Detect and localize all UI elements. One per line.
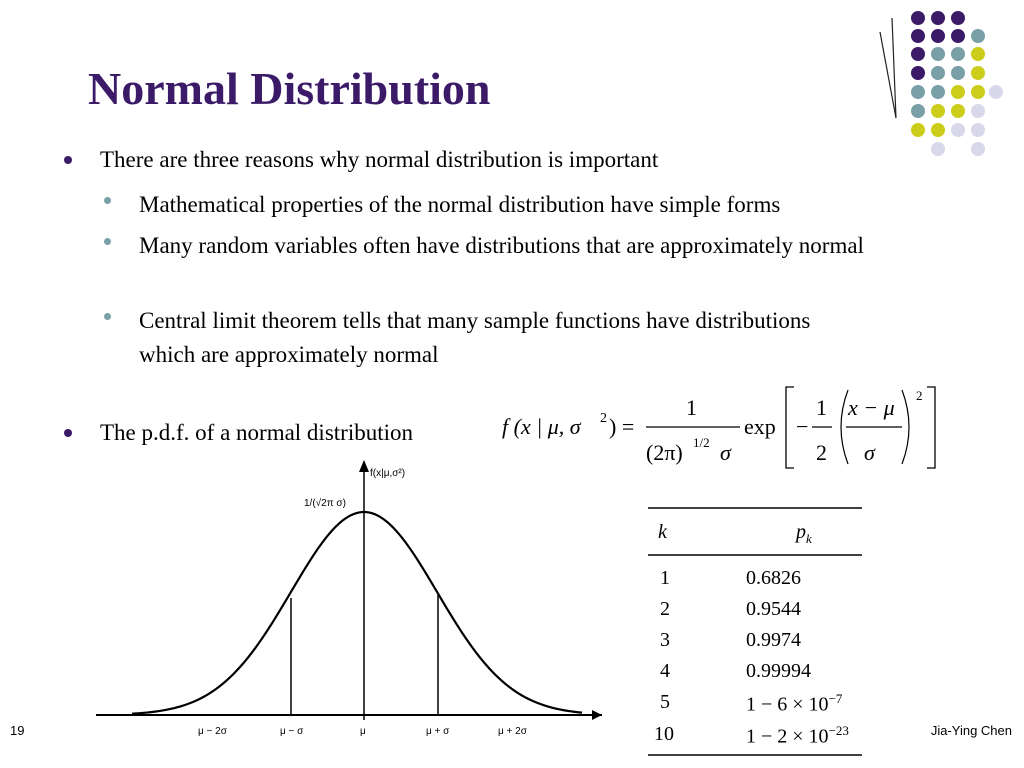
x-tick-mu: μ <box>360 726 366 737</box>
bell-curve <box>132 512 582 714</box>
table-cell-p: 0.9974 <box>746 629 801 651</box>
table-cell-k: 3 <box>660 629 670 651</box>
bullet-text: There are three reasons why normal distribution is important <box>100 147 659 172</box>
y-axis-label: f(x|μ,σ²) <box>370 468 406 479</box>
formula-half-num: 1 <box>816 395 827 420</box>
page-number: 19 <box>10 723 25 738</box>
formula-power: 2 <box>916 388 923 403</box>
formula-half-den: 2 <box>816 440 827 465</box>
x-axis-arrow-icon <box>592 710 602 720</box>
x-tick-mu-minus-2sigma: μ − 2σ <box>198 726 227 737</box>
formula-lhs: f (x | μ, σ <box>502 414 581 439</box>
bullet-dot-icon <box>64 156 72 164</box>
y-axis-arrow-icon <box>359 460 369 472</box>
formula-inner-num: x − μ <box>848 395 895 420</box>
sub-bullet-dot-icon <box>104 197 111 204</box>
formula-inner-den: σ <box>864 440 875 465</box>
table-cell-k: 5 <box>660 691 670 713</box>
formula-minus: − <box>796 414 809 439</box>
x-tick-mu-plus-sigma: μ + σ <box>426 726 450 737</box>
table-cell-k: 4 <box>660 660 670 682</box>
formula-frac-num: 1 <box>686 395 697 420</box>
bullet-dot-icon <box>64 429 72 437</box>
normal-curve-figure <box>92 458 612 743</box>
sub-bullet-text: Many random variables often have distributions that are approximately normal <box>139 233 864 258</box>
author-footer: Jia-Ying Chen <box>930 723 1012 738</box>
peak-label: 1/(√2π σ) <box>304 498 346 509</box>
table-cell-p-exp: −7 <box>828 691 843 706</box>
x-tick-mu-minus-sigma: μ − σ <box>280 726 304 737</box>
formula-exp: exp <box>744 414 776 439</box>
formula-frac-den: (2π) <box>646 440 683 465</box>
slide-title: Normal Distribution <box>88 63 491 114</box>
formula-lhs-close: ) = <box>609 414 635 439</box>
table-header-k: k <box>658 521 667 543</box>
formula-frac-den-sup: 1/2 <box>693 435 710 450</box>
bullet-text: The p.d.f. of a normal distribution <box>100 420 413 445</box>
table-header-p: p <box>796 521 806 543</box>
table-cell-p <box>746 723 849 749</box>
x-tick-mu-plus-2sigma: μ + 2σ <box>498 726 527 737</box>
table-header-p-sub: k <box>806 531 812 546</box>
table-cell-p-exp: −23 <box>828 723 849 738</box>
table-cell-p <box>746 691 842 717</box>
table-header-pk <box>796 521 812 547</box>
table-cell-p-base: 1 − 2 × 10 <box>746 725 829 748</box>
sub-bullet-text: Central limit theorem tells that many sample functions have distributions which are approximately normal <box>139 308 811 367</box>
table-cell-k: 2 <box>660 598 670 620</box>
sub-bullet-text: Mathematical properties of the normal distribution have simple forms <box>139 192 781 217</box>
table-cell-k: 10 <box>654 723 674 745</box>
table-cell-p: 0.9544 <box>746 598 801 620</box>
formula-frac-den-sigma: σ <box>720 440 731 465</box>
formula-lhs-sup: 2 <box>600 411 607 426</box>
table-cell-p-base: 1 − 6 × 10 <box>746 693 829 716</box>
table-cell-p: 0.6826 <box>746 567 801 589</box>
table-cell-k: 1 <box>660 567 670 589</box>
table-cell-p: 0.99994 <box>746 660 811 682</box>
sub-bullet-dot-icon <box>104 238 111 245</box>
sub-bullet-dot-icon <box>104 313 111 320</box>
